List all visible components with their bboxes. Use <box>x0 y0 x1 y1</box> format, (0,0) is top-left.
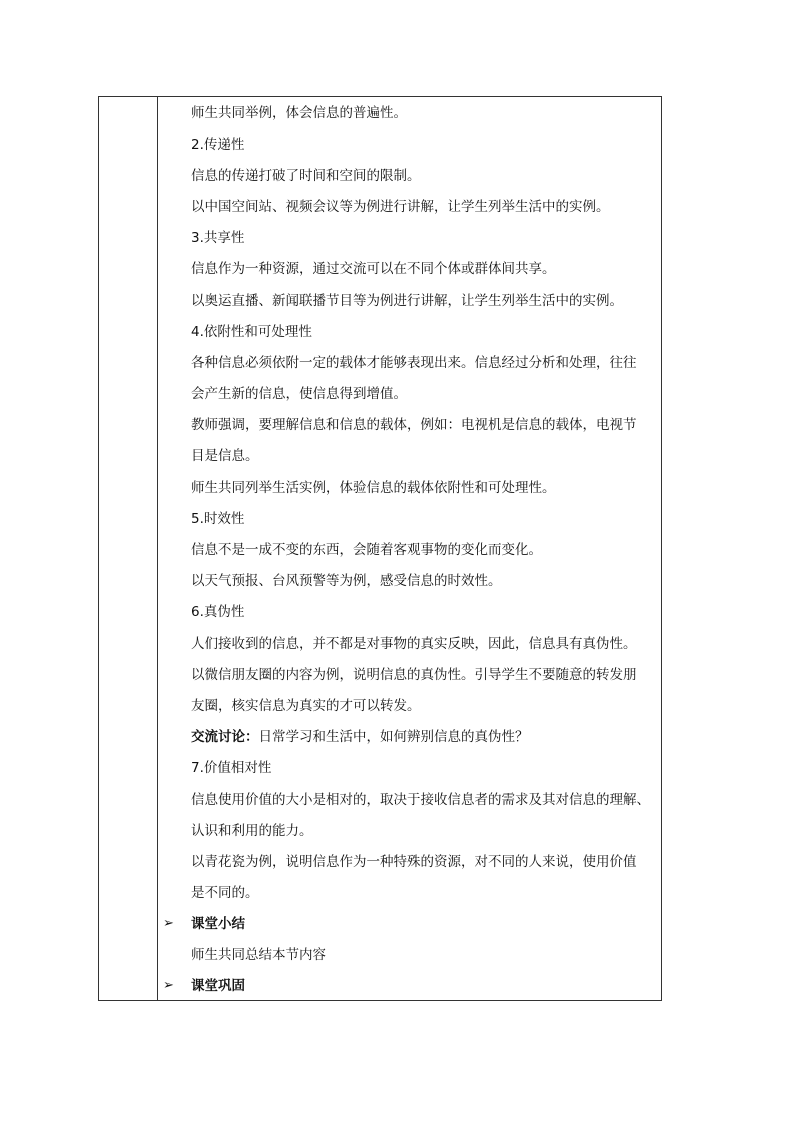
text-line: 以中国空间站、视频会议等为例进行讲解，让学生列举生活中的实例。 <box>191 199 610 215</box>
section-heading-value: 7.价值相对性 <box>191 760 272 776</box>
text-line: 师生共同举例，体会信息的普遍性。 <box>191 105 407 121</box>
text-line: 以天气预报、台风预警等为例，感受信息的时效性。 <box>191 573 502 589</box>
text-line: 以青花瓷为例，说明信息作为一种特殊的资源，对不同的人来说，使用价值 <box>191 854 637 870</box>
section-heading-sharing: 3.共享性 <box>191 230 245 246</box>
section-heading-dependency: 4.依附性和可处理性 <box>191 324 312 340</box>
summary-bullet-icon: ➢ <box>163 916 174 931</box>
section-heading-authenticity: 6.真伪性 <box>191 604 245 620</box>
discussion-text: 日常学习和生活中，如何辨别信息的真伪性？ <box>258 729 529 745</box>
consolidation-heading: 课堂巩固 <box>191 978 245 994</box>
text-line: 信息不是一成不变的东西，会随着客观事物的变化而变化。 <box>191 542 542 558</box>
text-line: 认识和利用的能力。 <box>191 823 313 839</box>
text-line: 以微信朋友圈的内容为例，说明信息的真伪性。引导学生不要随意的转发朋 <box>191 667 637 683</box>
text-line: 师生共同列举生活实例，体验信息的载体依附性和可处理性。 <box>191 480 556 496</box>
text-line: 人们接收到的信息，并不都是对事物的真实反映，因此，信息具有真伪性。 <box>191 636 637 652</box>
section-heading-transmission: 2.传递性 <box>191 137 245 153</box>
text-line: 友圈，核实信息为真实的才可以转发。 <box>191 698 421 714</box>
text-line: 是不同的。 <box>191 885 259 901</box>
summary-heading: 课堂小结 <box>191 916 245 932</box>
summary-text: 师生共同总结本节内容 <box>191 947 326 963</box>
text-line: 信息的传递打破了时间和空间的限制。 <box>191 168 421 184</box>
consolidation-bullet-icon: ➢ <box>163 978 174 993</box>
discussion-label: 交流讨论： <box>191 729 259 745</box>
text-line: 教师强调，要理解信息和信息的载体，例如：电视机是信息的载体，电视节 <box>191 417 637 433</box>
text-line: 会产生新的信息，使信息得到增值。 <box>191 386 407 402</box>
discussion-line <box>191 727 529 747</box>
text-line: 各种信息必须依附一定的载体才能够表现出来。信息经过分析和处理，往往 <box>191 355 637 371</box>
text-line: 信息作为一种资源，通过交流可以在不同个体或群体间共享。 <box>191 261 556 277</box>
text-line: 信息使用价值的大小是相对的，取决于接收信息者的需求及其对信息的理解、 <box>191 792 650 808</box>
lesson-table <box>98 96 662 1001</box>
text-line: 目是信息。 <box>191 448 259 464</box>
text-line: 以奥运直播、新闻联播节目等为例进行讲解，让学生列举生活中的实例。 <box>191 293 623 309</box>
table-left-column <box>99 97 158 1000</box>
section-heading-timeliness: 5.时效性 <box>191 511 245 527</box>
